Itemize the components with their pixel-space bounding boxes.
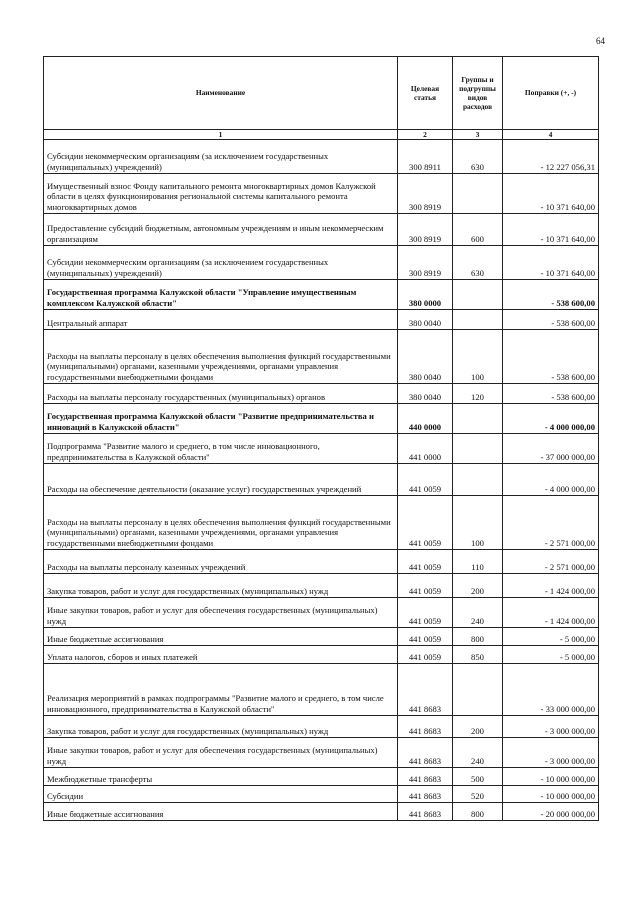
row-expense-group-cell: 240 bbox=[453, 738, 503, 768]
row-amendment-cell: - 10 000 000,00 bbox=[503, 768, 599, 786]
row-expense-group-cell: 120 bbox=[453, 384, 503, 404]
row-expense-group-cell bbox=[453, 404, 503, 434]
row-target-article-cell: 440 0000 bbox=[398, 404, 453, 434]
row-name-cell: Расходы на выплаты персоналу в целях обеспечения выполнения функций государственными (муниципальными) органами, казенными учреждениями, органами управления государственными внебюджетными фондами bbox=[44, 496, 398, 550]
row-amendment-cell: - 10 371 640,00 bbox=[503, 174, 599, 214]
row-target-article-cell: 441 0059 bbox=[398, 574, 453, 598]
row-amendment-cell: - 3 000 000,00 bbox=[503, 738, 599, 768]
row-amendment-cell: - 2 571 000,00 bbox=[503, 496, 599, 550]
table-row bbox=[44, 140, 599, 174]
table-row bbox=[44, 738, 599, 768]
row-amendment-cell: - 538 600,00 bbox=[503, 384, 599, 404]
table-row bbox=[44, 214, 599, 246]
row-expense-group-cell: 200 bbox=[453, 716, 503, 738]
row-name-cell: Уплата налогов, сборов и иных платежей bbox=[44, 646, 398, 664]
row-amendment-cell: - 37 000 000,00 bbox=[503, 434, 599, 464]
table-row bbox=[44, 496, 599, 550]
row-name-cell: Предоставление субсидий бюджетным, автономным учреждениям и иным некоммерческим организациям bbox=[44, 214, 398, 246]
table-row bbox=[44, 434, 599, 464]
table-row bbox=[44, 628, 599, 646]
row-name-cell: Расходы на выплаты персоналу казенных учреждений bbox=[44, 550, 398, 574]
row-amendment-cell: - 1 424 000,00 bbox=[503, 574, 599, 598]
row-target-article-cell: 441 0000 bbox=[398, 434, 453, 464]
table-row bbox=[44, 646, 599, 664]
table-row bbox=[44, 464, 599, 496]
row-amendment-cell: - 538 600,00 bbox=[503, 310, 599, 330]
table-row bbox=[44, 803, 599, 821]
row-expense-group-cell bbox=[453, 310, 503, 330]
row-target-article-cell: 441 8683 bbox=[398, 786, 453, 803]
row-amendment-cell: - 10 000 000,00 bbox=[503, 786, 599, 803]
row-amendment-cell: - 3 000 000,00 bbox=[503, 716, 599, 738]
row-amendment-cell: - 4 000 000,00 bbox=[503, 464, 599, 496]
row-target-article-cell: 380 0040 bbox=[398, 384, 453, 404]
table-row bbox=[44, 716, 599, 738]
row-target-article-cell: 380 0000 bbox=[398, 280, 453, 310]
row-target-article-cell: 380 0040 bbox=[398, 310, 453, 330]
table-row bbox=[44, 550, 599, 574]
row-name-cell: Субсидии bbox=[44, 786, 398, 803]
table-row bbox=[44, 664, 599, 716]
row-expense-group-cell bbox=[453, 434, 503, 464]
row-target-article-cell: 441 8683 bbox=[398, 716, 453, 738]
row-name-cell: Иные закупки товаров, работ и услуг для обеспечения государственных (муниципальных) нужд bbox=[44, 738, 398, 768]
header-target-article: Целевая статья bbox=[398, 57, 453, 130]
row-amendment-cell: - 538 600,00 bbox=[503, 330, 599, 384]
row-expense-group-cell: 630 bbox=[453, 140, 503, 174]
row-target-article-cell: 441 0059 bbox=[398, 646, 453, 664]
row-target-article-cell: 300 8919 bbox=[398, 174, 453, 214]
row-target-article-cell: 380 0040 bbox=[398, 330, 453, 384]
row-name-cell: Расходы на выплаты персоналу в целях обеспечения выполнения функций государственными (муниципальными) органами, казенными учреждениями, органами управления государственными внебюджетными фондами bbox=[44, 330, 398, 384]
row-name-cell: Межбюджетные трансферты bbox=[44, 768, 398, 786]
row-name-cell: Расходы на выплаты персоналу государственных (муниципальных) органов bbox=[44, 384, 398, 404]
row-name-cell: Закупка товаров, работ и услуг для государственных (муниципальных) нужд bbox=[44, 716, 398, 738]
row-expense-group-cell: 240 bbox=[453, 598, 503, 628]
column-number: 3 bbox=[453, 130, 503, 140]
header-name: Наименование bbox=[44, 57, 398, 130]
row-target-article-cell: 441 0059 bbox=[398, 464, 453, 496]
row-target-article-cell: 441 8683 bbox=[398, 738, 453, 768]
row-target-article-cell: 441 8683 bbox=[398, 664, 453, 716]
row-name-cell: Закупка товаров, работ и услуг для государственных (муниципальных) нужд bbox=[44, 574, 398, 598]
row-target-article-cell: 441 0059 bbox=[398, 598, 453, 628]
table-row bbox=[44, 280, 599, 310]
row-amendment-cell: - 12 227 056,31 bbox=[503, 140, 599, 174]
table-row bbox=[44, 330, 599, 384]
row-expense-group-cell: 110 bbox=[453, 550, 503, 574]
row-amendment-cell: - 2 571 000,00 bbox=[503, 550, 599, 574]
row-target-article-cell: 300 8919 bbox=[398, 246, 453, 280]
header-amendments: Поправки (+, -) bbox=[503, 57, 599, 130]
row-name-cell: Расходы на обеспечение деятельности (оказание услуг) государственных учреждений bbox=[44, 464, 398, 496]
row-name-cell: Государственная программа Калужской области "Управление имущественным комплексом Калужской области" bbox=[44, 280, 398, 310]
row-name-cell: Субсидии некоммерческим организациям (за исключением государственных (муниципальных) учреждений) bbox=[44, 246, 398, 280]
row-name-cell: Субсидии некоммерческим организациям (за исключением государственных (муниципальных) учреждений) bbox=[44, 140, 398, 174]
column-number: 4 bbox=[503, 130, 599, 140]
table-row bbox=[44, 768, 599, 786]
table-row bbox=[44, 384, 599, 404]
row-expense-group-cell: 630 bbox=[453, 246, 503, 280]
row-target-article-cell: 300 8919 bbox=[398, 214, 453, 246]
row-amendment-cell: - 538 600,00 bbox=[503, 280, 599, 310]
row-amendment-cell: - 1 424 000,00 bbox=[503, 598, 599, 628]
row-expense-group-cell: 100 bbox=[453, 496, 503, 550]
table-row bbox=[44, 574, 599, 598]
row-expense-group-cell: 850 bbox=[453, 646, 503, 664]
row-amendment-cell: - 10 371 640,00 bbox=[503, 214, 599, 246]
row-target-article-cell: 441 8683 bbox=[398, 803, 453, 821]
table-body bbox=[44, 140, 599, 821]
page-number: 64 bbox=[596, 36, 605, 46]
budget-amendments-table bbox=[43, 56, 599, 821]
row-name-cell: Государственная программа Калужской области "Развитие предпринимательства и инноваций в Калужской области" bbox=[44, 404, 398, 434]
row-expense-group-cell bbox=[453, 174, 503, 214]
column-number: 2 bbox=[398, 130, 453, 140]
row-amendment-cell: - 4 000 000,00 bbox=[503, 404, 599, 434]
row-target-article-cell: 441 0059 bbox=[398, 628, 453, 646]
table-row bbox=[44, 174, 599, 214]
row-expense-group-cell: 200 bbox=[453, 574, 503, 598]
row-target-article-cell: 441 8683 bbox=[398, 768, 453, 786]
row-name-cell: Иные закупки товаров, работ и услуг для обеспечения государственных (муниципальных) нужд bbox=[44, 598, 398, 628]
row-expense-group-cell: 800 bbox=[453, 803, 503, 821]
table-row bbox=[44, 310, 599, 330]
row-amendment-cell: - 5 000,00 bbox=[503, 628, 599, 646]
row-expense-group-cell: 520 bbox=[453, 786, 503, 803]
row-expense-group-cell: 600 bbox=[453, 214, 503, 246]
table-row bbox=[44, 404, 599, 434]
row-name-cell: Имущественный взнос Фонду капитального ремонта многоквартирных домов Калужской области в целях функционирования региональной системы капитального ремонта многоквартирных домов bbox=[44, 174, 398, 214]
table-header-row bbox=[44, 57, 599, 130]
row-name-cell: Центральный аппарат bbox=[44, 310, 398, 330]
row-name-cell: Иные бюджетные ассигнования bbox=[44, 628, 398, 646]
row-expense-group-cell: 500 bbox=[453, 768, 503, 786]
row-expense-group-cell bbox=[453, 280, 503, 310]
table-row bbox=[44, 598, 599, 628]
row-expense-group-cell: 800 bbox=[453, 628, 503, 646]
row-expense-group-cell: 100 bbox=[453, 330, 503, 384]
row-name-cell: Иные бюджетные ассигнования bbox=[44, 803, 398, 821]
row-expense-group-cell bbox=[453, 664, 503, 716]
row-name-cell: Подпрограмма "Развитие малого и среднего, в том числе инновационного, предпринимательства в Калужской области" bbox=[44, 434, 398, 464]
row-target-article-cell: 441 0059 bbox=[398, 550, 453, 574]
row-target-article-cell: 300 8911 bbox=[398, 140, 453, 174]
row-amendment-cell: - 20 000 000,00 bbox=[503, 803, 599, 821]
header-expense-groups: Группы и подгруппы видов расходов bbox=[453, 57, 503, 130]
table-row bbox=[44, 246, 599, 280]
row-name-cell: Реализация мероприятий в рамках подпрограммы "Развитие малого и среднего, в том числе инновационного, предпринимательства в Калужской области" bbox=[44, 664, 398, 716]
row-amendment-cell: - 33 000 000,00 bbox=[503, 664, 599, 716]
row-target-article-cell: 441 0059 bbox=[398, 496, 453, 550]
table-row bbox=[44, 786, 599, 803]
column-number: 1 bbox=[44, 130, 398, 140]
row-amendment-cell: - 10 371 640,00 bbox=[503, 246, 599, 280]
column-number-row bbox=[44, 130, 599, 140]
row-amendment-cell: - 5 000,00 bbox=[503, 646, 599, 664]
row-expense-group-cell bbox=[453, 464, 503, 496]
